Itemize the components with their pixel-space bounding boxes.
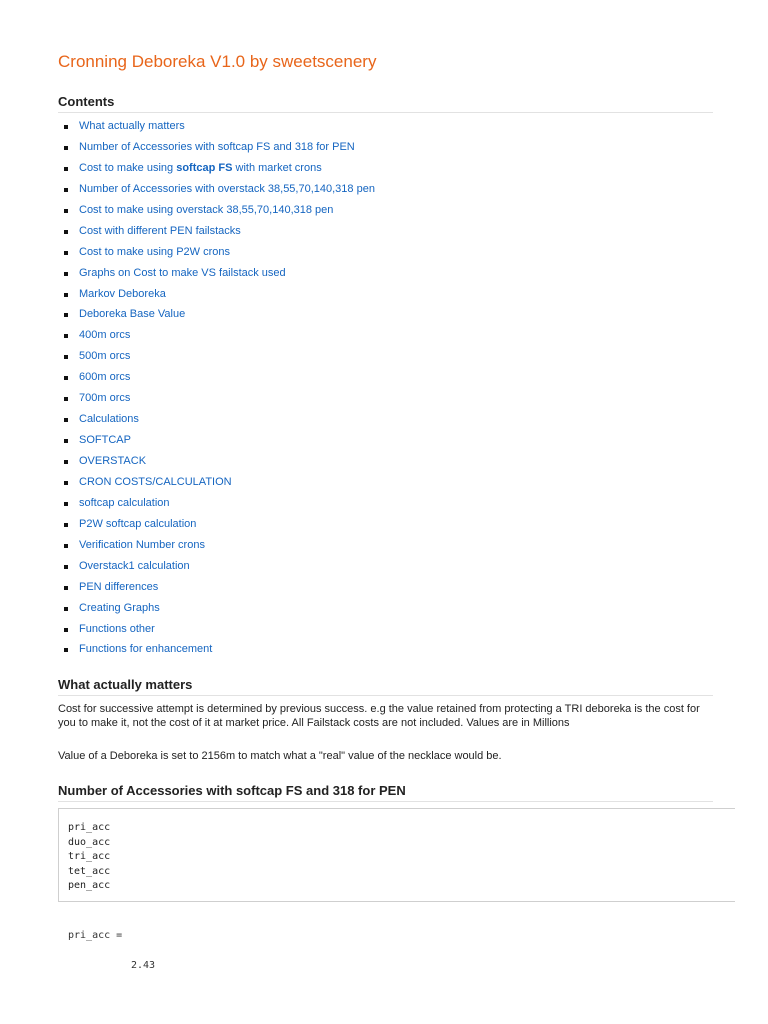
toc-link-text: Cost to make using P2W crons [79, 245, 231, 258]
square-bullet-icon [64, 334, 68, 338]
toc-link[interactable] [79, 267, 286, 279]
square-bullet-icon [64, 146, 68, 150]
toc-link-text: Cost with different PEN failstacks [79, 224, 241, 237]
toc-item [58, 284, 698, 305]
toc-link-text: Markov Deboreka [79, 287, 166, 300]
square-bullet-icon [64, 251, 68, 255]
toc-link-text: Overstack1 calculation [79, 559, 190, 572]
square-bullet-icon [64, 523, 68, 527]
toc-link[interactable] [79, 623, 155, 635]
toc-link-text: 700m orcs [79, 392, 131, 405]
square-bullet-icon [64, 544, 68, 548]
code-text: pri_acc duo_acc tri_acc tet_acc pen_acc [68, 822, 111, 892]
toc-link-text-suffix: with market crons [232, 161, 322, 174]
square-bullet-icon [64, 230, 68, 234]
square-bullet-icon [64, 167, 68, 171]
toc-link[interactable] [79, 560, 190, 572]
toc-item [58, 221, 698, 242]
toc-link-text: Number of Accessories with overstack 38,55,70,140,318 pen [79, 182, 375, 195]
square-bullet-icon [64, 272, 68, 276]
output-label: pri_acc = [68, 930, 123, 941]
toc-link[interactable] [79, 120, 185, 132]
toc-link-text: SOFTCAP [79, 434, 131, 447]
toc-link-text: 600m orcs [79, 371, 131, 384]
toc-item [58, 346, 698, 367]
toc-item [58, 367, 698, 388]
square-bullet-icon [64, 565, 68, 569]
square-bullet-icon [64, 481, 68, 485]
toc-link-text: P2W softcap calculation [79, 517, 197, 530]
page-title: Cronning Deboreka V1.0 by sweetscenery [58, 52, 377, 71]
toc-link[interactable] [79, 455, 146, 467]
toc-item [58, 137, 698, 158]
toc-link-text: OVERSTACK [79, 455, 147, 467]
square-bullet-icon [64, 209, 68, 213]
section-heading-what-actually-matters: What actually matters [58, 677, 713, 696]
toc-item [58, 451, 698, 472]
toc-item [58, 158, 698, 179]
toc-link-text: Cost to make using [79, 161, 177, 174]
toc-link-text: Creating Graphs [79, 601, 160, 614]
square-bullet-icon [64, 355, 68, 359]
square-bullet-icon [64, 125, 68, 129]
code-cell[interactable] [58, 808, 735, 902]
toc-link[interactable] [79, 643, 212, 655]
square-bullet-icon [64, 293, 68, 297]
toc-link-text: PEN differences [79, 580, 159, 593]
square-bullet-icon [64, 418, 68, 422]
square-bullet-icon [64, 313, 68, 317]
toc-item [58, 577, 698, 598]
square-bullet-icon [64, 397, 68, 401]
square-bullet-icon [64, 648, 68, 652]
toc-item [58, 535, 698, 556]
toc-link-text: Cost to make using overstack 38,55,70,140,318 pen [79, 203, 334, 216]
toc-link-text: Calculations [79, 413, 139, 426]
toc-link-text: 400m orcs [79, 329, 131, 342]
table-of-contents [58, 116, 698, 660]
toc-link[interactable] [79, 497, 170, 509]
square-bullet-icon [64, 460, 68, 464]
square-bullet-icon [64, 586, 68, 590]
toc-item [58, 430, 698, 451]
paragraph-deboreka-value: Value of a Deboreka is set to 2156m to match what a "real" value of the necklace would be. [58, 750, 502, 762]
toc-link[interactable] [79, 162, 322, 174]
toc-link[interactable] [79, 434, 131, 446]
toc-link[interactable] [79, 183, 375, 195]
toc-link-text: CRON COSTS/CALCULATION [79, 475, 232, 488]
toc-link-text: Verification Number crons [79, 538, 205, 551]
toc-item [58, 304, 698, 325]
toc-item [58, 598, 698, 619]
toc-link-text: Functions other [79, 622, 155, 635]
toc-link[interactable] [79, 602, 160, 614]
toc-link[interactable] [79, 350, 130, 362]
toc-link[interactable] [79, 204, 333, 216]
toc-link[interactable] [79, 308, 185, 320]
toc-link[interactable] [79, 539, 205, 551]
toc-link[interactable] [79, 288, 166, 300]
toc-item [58, 200, 698, 221]
toc-item [58, 242, 698, 263]
square-bullet-icon [64, 628, 68, 632]
paragraph-cost-explanation: Cost for successive attempt is determined by previous success. e.g the value retained from protecting a TRI deboreka is the cost for you to make it, not the cost of it at market price. All Failstack costs are not included. Values are in Millions [58, 703, 700, 729]
toc-item [58, 388, 698, 409]
toc-link-text: Graphs on Cost to make VS failstack used [79, 266, 286, 279]
toc-item [58, 619, 698, 640]
toc-link[interactable] [79, 246, 230, 258]
toc-link[interactable] [79, 141, 355, 153]
toc-link-text: Number of Accessories with softcap FS and 318 for PEN [79, 140, 355, 153]
toc-link-text: Deboreka Base Value [79, 308, 186, 321]
toc-link-text: Functions for enhancement [79, 643, 213, 656]
toc-item [58, 263, 698, 284]
toc-item [58, 116, 698, 137]
toc-link[interactable] [79, 581, 158, 593]
square-bullet-icon [64, 502, 68, 506]
toc-link[interactable] [79, 476, 232, 488]
toc-link-text: What actually matters [79, 120, 185, 132]
toc-item [58, 493, 698, 514]
square-bullet-icon [64, 607, 68, 611]
square-bullet-icon [64, 439, 68, 443]
toc-item [58, 639, 698, 660]
toc-item [58, 472, 698, 493]
toc-item [58, 556, 698, 577]
contents-heading: Contents [58, 94, 713, 113]
toc-link[interactable] [79, 518, 196, 530]
section-heading-number-of-accessories: Number of Accessories with softcap FS and 318 for PEN [58, 783, 713, 802]
toc-link[interactable] [79, 371, 130, 383]
toc-item [58, 325, 698, 346]
toc-item [58, 514, 698, 535]
toc-link[interactable] [79, 329, 130, 341]
toc-item [58, 179, 698, 200]
square-bullet-icon [64, 188, 68, 192]
toc-link-text: 500m orcs [79, 350, 131, 363]
toc-item [58, 409, 698, 430]
toc-link-bold-text: softcap FS [176, 161, 233, 174]
toc-link[interactable] [79, 392, 130, 404]
output-value: 2.43 [131, 960, 156, 971]
square-bullet-icon [64, 376, 68, 380]
toc-link[interactable] [79, 413, 139, 425]
toc-link-text: softcap calculation [79, 496, 170, 509]
toc-link[interactable] [79, 225, 241, 237]
